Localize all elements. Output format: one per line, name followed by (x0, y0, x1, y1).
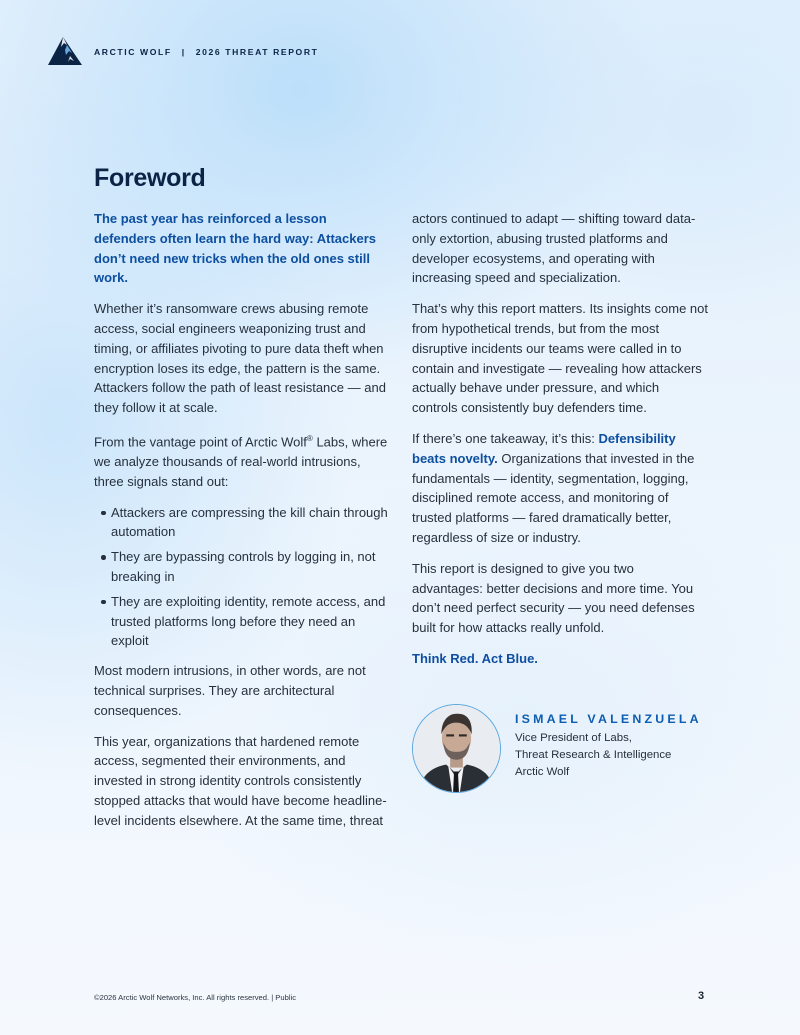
page-number: 3 (698, 990, 705, 1002)
signoff: Think Red. Act Blue. (412, 650, 538, 666)
header-separator: | (181, 47, 186, 57)
author-portrait (412, 704, 501, 793)
footer-copyright: ©2026 Arctic Wolf Networks, Inc. All rights reserved. | Public (94, 993, 296, 1002)
paragraph: Most modern intrusions, in other words, are not technical surprises. They are architectural consequences. (94, 663, 366, 718)
left-column (94, 209, 390, 842)
brand-name: ARCTIC WOLF (94, 47, 172, 57)
arctic-wolf-logo (48, 36, 82, 66)
author-company: Arctic Wolf (515, 766, 570, 778)
paragraph: This report is designed to give you two advantages: better decisions and more time. You don’t need perfect security — you need defenses built for how attacks really unfold. (412, 560, 695, 636)
text-run: If there’s one takeaway, it’s this: (412, 430, 599, 446)
paragraph: actors continued to adapt — shifting toward data-only extortion, abusing trusted platforms and developer ecosystems, and operating with increasing speed and specialization. (412, 211, 696, 286)
lead-paragraph: The past year has reinforced a lesson defenders often learn the hard way: Attackers don’t need new tricks when the old ones still work. (94, 211, 376, 286)
page-title: Foreword (94, 164, 206, 192)
author-info (515, 712, 715, 781)
page-header (48, 36, 318, 66)
signals-list (102, 503, 390, 652)
paragraph: Whether it’s ransomware crews abusing remote access, social engineers weaponizing trust and timing, or affiliates pivoting to pure data theft when encryption loses its edge, the pattern is the same. Attackers follow the path of least resistance — and they follow it at scale. (94, 301, 386, 416)
list-item: They are exploiting identity, remote access, and trusted platforms long before they need an exploit (102, 592, 390, 651)
list-item: They are bypassing controls by logging in, not breaking in (102, 547, 390, 587)
paragraph: That’s why this report matters. Its insights come not from hypothetical trends, but from the most disruptive incidents our teams were called in to contain and investigate — revealing how attackers actually behave under pressure, and which controls consistently buy defenders time. (412, 301, 708, 416)
author-name: ISMAEL VALENZUELA (515, 712, 702, 726)
text-run: Labs, where we analyze thousands of real-world intrusions, three signals stand out: (94, 434, 388, 489)
list-item: Attackers are compressing the kill chain through automation (102, 503, 390, 543)
author-title: Vice President of Labs, (515, 732, 632, 744)
header-label (94, 47, 318, 57)
paragraph-vantage (94, 429, 390, 492)
paragraph-takeaway (412, 429, 708, 548)
paragraph: This year, organizations that hardened remote access, segmented their environments, and invested in strong identity controls consistently stopped attacks that would have become headline-level incidents elsewhere. At the same time, threat (94, 733, 387, 828)
registered-mark: ® (306, 433, 313, 443)
portrait-image (413, 705, 500, 792)
report-name: 2026 THREAT REPORT (195, 47, 319, 57)
author-block (412, 704, 712, 794)
author-department: Threat Research & Intelligence (515, 749, 672, 761)
right-column (412, 209, 708, 680)
highlight-text: Defensibility beats novelty. (412, 430, 676, 466)
text-run: Organizations that invested in the fundamentals — identity, segmentation, logging, disciplined remote access, and monitoring of trusted platforms — fared dramatically better, regardless of size or industry. (412, 450, 695, 545)
text-run: From the vantage point of Arctic Wolf (94, 434, 307, 450)
